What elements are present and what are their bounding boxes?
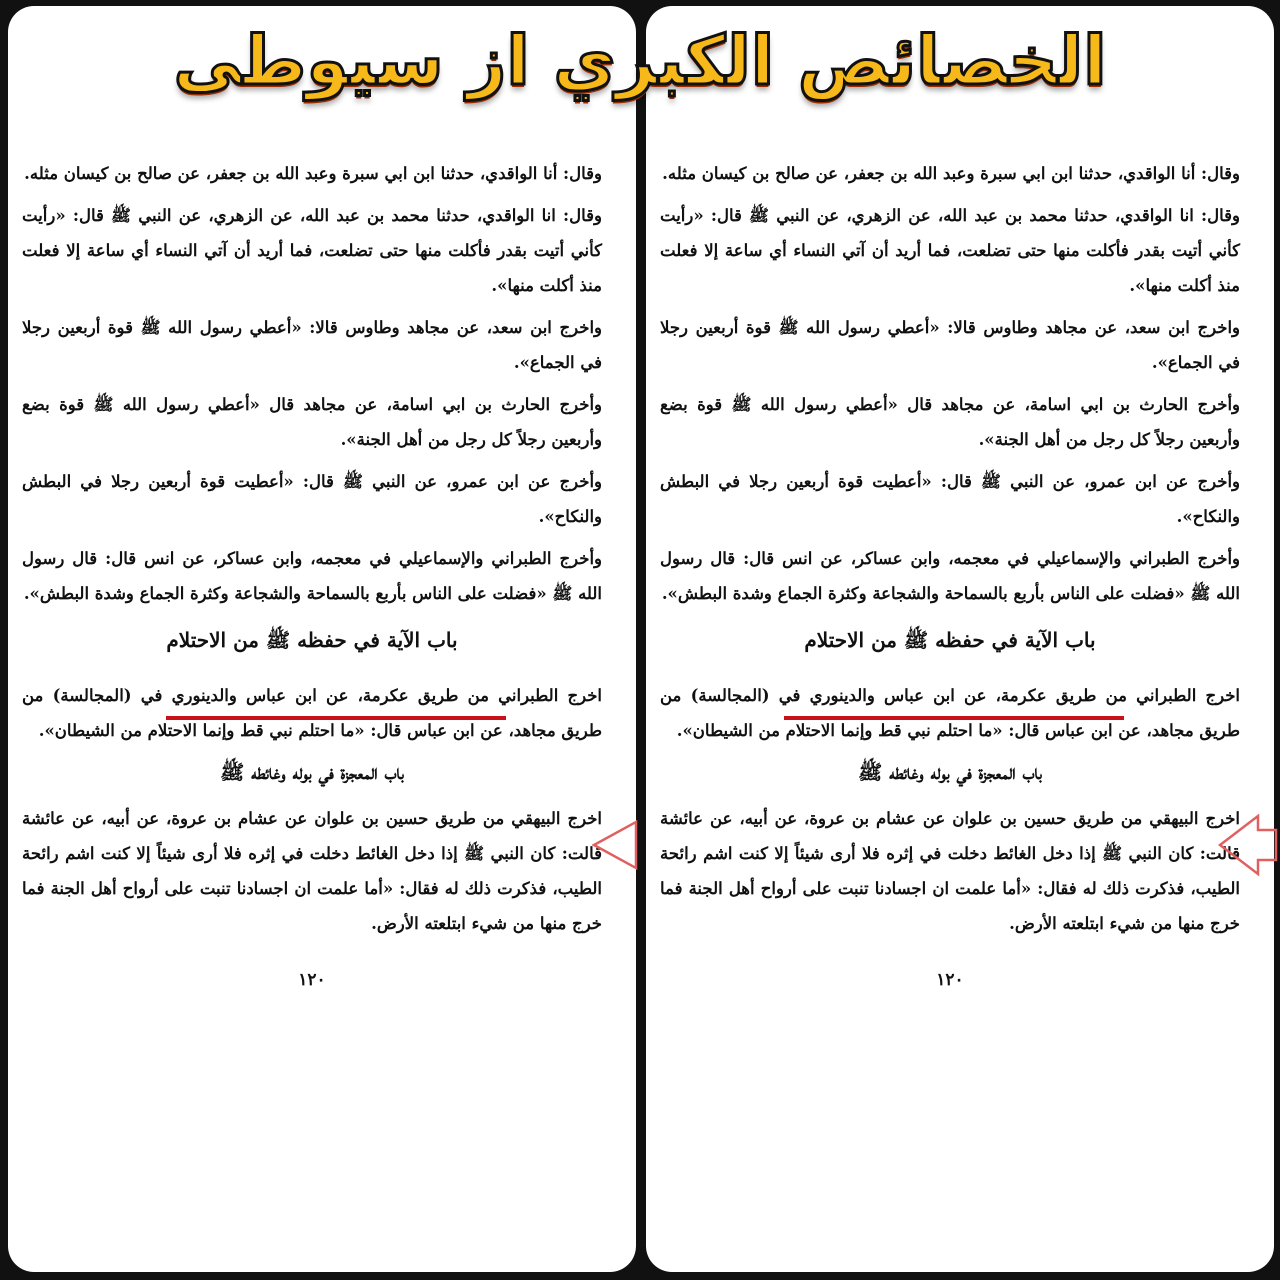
section-heading-ihtilam: باب الآية في حفظه ﷺ من الاحتلام: [804, 628, 1096, 652]
section-heading-miracle-text: باب المعجزة في بوله وغائطه ﷺ: [858, 760, 1042, 784]
paragraph: اخرج البيهقي من طريق حسين بن علوان عن عشام بن عروة، عن أبيه، عن عائشة قالت: كان النبي ﷺ إذا دخل الغائط دخلت في إثره فلا أرى شيئاً إلا كنت اشم رائحة الطيب، فذكرت ذلك له فقال: «أما علمت ان اجسادنا تنبت على أرواح أهل الجنة فما خرج منها من شيء ابتلعته الأرض.: [22, 809, 602, 933]
right-page-text: [660, 156, 1240, 998]
paragraph: وأخرج الحارث بن ابي اسامة، عن مجاهد قال «أعطي رسول الله ﷺ قوة بضع وأربعين رجلاً كل رجل من أهل الجنة».: [22, 395, 602, 449]
paragraph: واخرج ابن سعد، عن مجاهد وطاوس قالا: «أعطي رسول الله ﷺ قوة أربعين رجلا في الجماع».: [22, 318, 602, 372]
left-page-scan: [8, 6, 636, 1272]
overlay-title: الخصائص الكبري از سيوطى: [173, 22, 1107, 101]
page-number: ١٢٠: [936, 970, 964, 990]
paragraph: اخرج الطبراني من طريق عكرمة، عن ابن عباس والدينوري في (المجالسة) من طريق مجاهد، عن ابن عباس قال: «ما احتلم نبي قط وإنما الاحتلام من الشيطان».: [22, 686, 602, 740]
paragraph: وأخرج الطبراني والإسماعيلي في معجمه، وابن عساكر، عن انس قال: قال رسول الله ﷺ «فضلت على الناس بأربع بالسماحة والشجاعة وكثرة الجماع وشدة البطش».: [22, 549, 602, 603]
paragraph: وقال: أنا الواقدي، حدثنا ابن ابي سبرة وعبد الله بن جعفر، عن صالح بن كيسان مثله.: [662, 164, 1240, 183]
red-underline: [166, 716, 506, 720]
section-heading-miracle: [22, 755, 602, 791]
paragraph: وقال: أنا الواقدي، حدثنا ابن ابي سبرة وعبد الله بن جعفر، عن صالح بن كيسان مثله.: [24, 164, 602, 183]
paragraph: اخرج الطبراني من طريق عكرمة، عن ابن عباس والدينوري في (المجالسة) من طريق مجاهد، عن ابن عباس قال: «ما احتلم نبي قط وإنما الاحتلام من الشيطان».: [660, 686, 1240, 740]
paragraph: وأخرج الحارث بن ابي اسامة، عن مجاهد قال «أعطي رسول الله ﷺ قوة بضع وأربعين رجلاً كل رجل من أهل الجنة».: [660, 395, 1240, 449]
section-heading-ihtilam: باب الآية في حفظه ﷺ من الاحتلام: [166, 628, 458, 652]
paragraph: وقال: انا الواقدي، حدثنا محمد بن عبد الله، عن الزهري، عن النبي ﷺ قال: «رأيت كأني أتيت بقدر فأكلت منها حتى تضلعت، فما أريد أن آتي النساء أي ساعة إلا فعلت منذ أكلت منها».: [660, 206, 1240, 295]
red-underline: [784, 716, 1124, 720]
paragraph: وأخرج الطبراني والإسماعيلي في معجمه، وابن عساكر، عن انس قال: قال رسول الله ﷺ «فضلت على الناس بأربع بالسماحة والشجاعة وكثرة الجماع وشدة البطش».: [660, 549, 1240, 603]
left-page-text: [22, 156, 602, 998]
paragraph: وقال: انا الواقدي، حدثنا محمد بن عبد الله، عن الزهري، عن النبي ﷺ قال: «رأيت كأني أتيت بقدر فأكلت منها حتى تضلعت، فما أريد أن آتي النساء أي ساعة إلا فعلت منذ أكلت منها».: [22, 206, 602, 295]
left-arrow-outline-icon: [592, 812, 638, 878]
paragraph: واخرج ابن سعد، عن مجاهد وطاوس قالا: «أعطي رسول الله ﷺ قوة أربعين رجلا في الجماع».: [660, 318, 1240, 372]
left-arrow-outline-icon: [1218, 812, 1278, 878]
section-heading-miracle-text: باب المعجزة في بوله وغائطه ﷺ: [220, 760, 404, 784]
section-heading-miracle: [660, 755, 1240, 791]
paragraph: اخرج البيهقي من طريق حسين بن علوان عن عشام بن عروة، عن أبيه، عن عائشة قالت: كان النبي ﷺ إذا دخل الغائط دخلت في إثره فلا أرى شيئاً إلا كنت اشم رائحة الطيب، فذكرت ذلك له فقال: «أما علمت ان اجسادنا تنبت على أرواح أهل الجنة فما خرج منها من شيء ابتلعته الأرض.: [660, 809, 1240, 933]
right-page-scan: [646, 6, 1274, 1272]
page-number: ١٢٠: [298, 970, 326, 990]
paragraph: وأخرج عن ابن عمرو، عن النبي ﷺ قال: «أعطيت قوة أربعين رجلا في البطش والنكاح».: [660, 472, 1240, 526]
paragraph: وأخرج عن ابن عمرو، عن النبي ﷺ قال: «أعطيت قوة أربعين رجلا في البطش والنكاح».: [22, 472, 602, 526]
